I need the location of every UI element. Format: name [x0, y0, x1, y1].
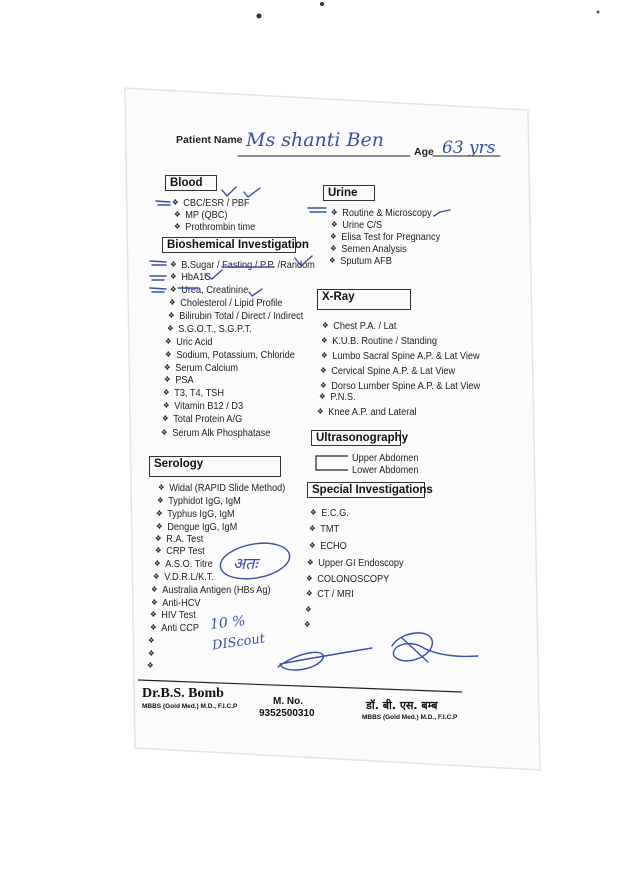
special-item: ❖ COLONOSCOPY — [306, 574, 389, 585]
serology-item-blank — [148, 649, 159, 660]
biochem-item: ❖ HbA1C — [170, 272, 211, 283]
special-item: ❖ E.C.G. — [310, 508, 349, 519]
serology-item: ❖ Anti CCP — [150, 623, 199, 634]
serology-item-blank — [148, 636, 159, 647]
serology-item: ❖ CRP Test — [155, 546, 205, 557]
xray-section-title: X-Ray — [317, 289, 411, 310]
blood-item: ❖ Prothrombin time — [174, 222, 255, 233]
serology-item: ❖ Australia Antigen (HBs Ag) — [151, 585, 271, 596]
special-item: ❖ Upper GI Endoscopy — [307, 558, 404, 569]
usg-section-title: Ultrasonography — [311, 430, 401, 446]
biochem-item: ❖ B.Sugar / Fasting / P.P. /Random — [170, 260, 315, 271]
biochem-section-title: Bioshemical Investigation — [162, 237, 296, 253]
doctor-qualifications: MBBS (Gold Med.) M.D., F.I.C.P — [142, 703, 238, 710]
biochem-item: ❖ PSA — [164, 375, 194, 386]
discount-percentage: 10 % — [209, 613, 247, 633]
xray-item: ❖ Chest P.A. / Lat — [322, 321, 396, 332]
biochem-item: ❖ Total Protein A/G — [162, 414, 242, 425]
biochem-item: ❖ Bilirubin Total / Direct / Indirect — [168, 311, 303, 322]
urine-item: ❖ Routine & Microscopy — [331, 208, 432, 219]
blood-section-title: Blood — [165, 175, 217, 191]
special-item: ❖ CT / MRI — [306, 589, 354, 600]
special-item-blank — [304, 620, 315, 631]
doctor-name: Dr.B.S. Bomb — [142, 686, 224, 701]
hindi-handwritten-note: अतः — [233, 554, 258, 573]
serology-section-title: Serology — [149, 456, 281, 477]
age-label: Age — [414, 146, 434, 158]
biochem-item: ❖ Sodium, Potassium, Chloride — [165, 350, 295, 361]
serology-item-blank — [147, 661, 158, 672]
serology-item: ❖ HIV Test — [150, 610, 196, 621]
biochem-item: ❖ Vitamin B12 / D3 — [163, 401, 243, 412]
xray-item: ❖ Dorso Lumber Spine A.P. & Lat View — [320, 381, 480, 392]
mobile-label: M. No. — [273, 696, 303, 707]
xray-item: ❖ Lumbo Sacral Spine A.P. & Lat View — [321, 351, 480, 362]
urine-item: ❖ Semen Analysis — [330, 244, 407, 255]
biochem-item: ❖ S.G.O.T., S.G.P.T. — [167, 324, 252, 335]
biochem-item: ❖ Serum Calcium — [164, 363, 238, 374]
patient-name-value: Ms shanti Ben — [246, 129, 384, 151]
usg-item: Lower Abdomen — [352, 465, 419, 476]
urine-item: ❖ Urine C/S — [331, 220, 382, 231]
xray-item: ❖ Cervical Spine A.P. & Lat View — [320, 366, 455, 377]
serology-item: ❖ V.D.R.L/K.T. — [153, 572, 214, 583]
doctor-name-hindi: डॉ. बी. एस. बम्ब — [366, 699, 438, 712]
biochem-item: ❖ Urea, Creatinine — [170, 285, 248, 296]
special-item-blank — [305, 605, 316, 616]
serology-item: ❖ Anti-HCV — [151, 598, 201, 609]
xray-item: ❖ Knee A.P. and Lateral — [317, 407, 417, 418]
serology-item: ❖ Dengue IgG, IgM — [156, 522, 237, 533]
special-item: ❖ ECHO — [309, 541, 347, 552]
xray-item: ❖ K.U.B. Routine / Standing — [321, 336, 437, 347]
urine-item: ❖ Elisa Test for Pregnancy — [330, 232, 440, 243]
blood-item: ❖ MP (QBC) — [174, 210, 227, 221]
serology-item: ❖ A.S.O. Titre — [154, 559, 213, 570]
doctor-qualifications-right: MBBS (Gold Med.) M.D., F.I.C.P — [362, 714, 458, 721]
mobile-number: 9352500310 — [259, 708, 315, 719]
age-value: 63 yrs — [442, 138, 496, 158]
urine-item: ❖ Sputum AFB — [329, 256, 392, 267]
serology-item: ❖ Widal (RAPID Slide Method) — [158, 483, 285, 494]
patient-name-label: Patient Name — [176, 134, 243, 146]
usg-item: Upper Abdomen — [352, 453, 419, 464]
xray-item: ❖ P.N.S. — [319, 392, 356, 403]
blood-item: ❖ CBC/ESR / PBF — [172, 198, 250, 209]
special-item: ❖ TMT — [309, 524, 339, 535]
biochem-item: ❖ Uric Acid — [165, 337, 212, 348]
special-section-title: Special Investigations — [307, 482, 425, 498]
discount-word: DIScout — [211, 631, 266, 654]
urine-section-title: Urine — [323, 185, 375, 201]
serology-item: ❖ Typhus IgG, IgM — [156, 509, 235, 520]
serology-item: ❖ R.A. Test — [155, 534, 203, 545]
serology-item: ❖ Typhidot IgG, IgM — [157, 496, 241, 507]
biochem-item: ❖ Serum Alk Phosphatase — [161, 428, 270, 439]
biochem-item: ❖ Cholesterol / Lipid Profile — [169, 298, 282, 309]
biochem-item: ❖ T3, T4, TSH — [163, 388, 224, 399]
